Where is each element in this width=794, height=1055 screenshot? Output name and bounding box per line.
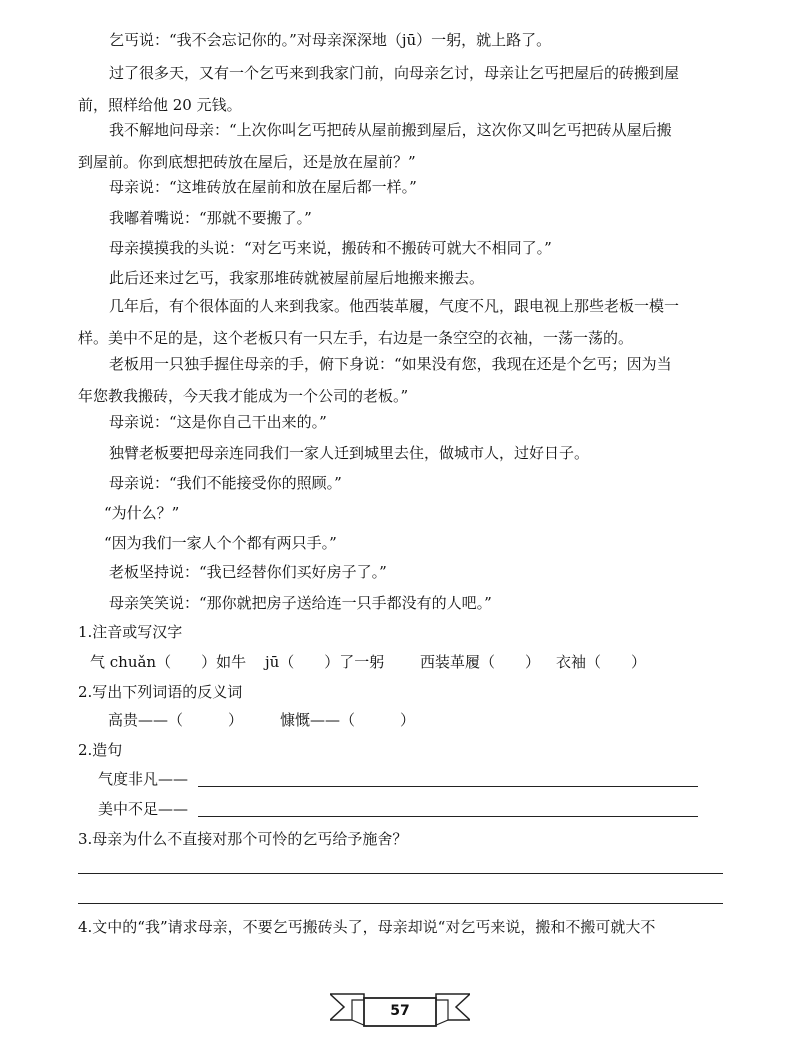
story-paragraph bbox=[78, 114, 723, 178]
pinyin-blank-item[interactable]: 衣袖（ ） bbox=[556, 653, 647, 671]
story-text: 母亲说：“这堆砖放在屋前和放在屋后都一样。” bbox=[109, 178, 417, 196]
story-text: 过了很多天，又有一个乞丐来到我家门前，向母亲乞讨，母亲让乞丐把屋后的砖搬到屋 bbox=[109, 64, 680, 82]
question-title: 4.文中的“我”请求母亲，不要乞丐搬砖头了，母亲却说“对乞丐来说，搬和不搬可就大不 bbox=[78, 918, 656, 936]
story-text: 母亲说：“我们不能接受你的照顾。” bbox=[109, 474, 342, 492]
story-paragraph bbox=[78, 467, 723, 499]
story-text: 此后还来过乞丐，我家那堆砖就被屋前屋后地搬来搬去。 bbox=[109, 269, 485, 287]
answer-line[interactable] bbox=[78, 903, 723, 904]
question-title: 2.写出下列词语的反义词 bbox=[78, 683, 243, 701]
sentence-prompt: 气度非凡—— bbox=[98, 770, 189, 788]
page-number: 57 bbox=[390, 1003, 410, 1019]
story-paragraph bbox=[104, 497, 749, 529]
story-text: 老板坚持说：“我已经替你们买好房子了。” bbox=[109, 563, 387, 581]
story-text: 前，照样给他 20 元钱。 bbox=[78, 96, 242, 114]
story-text: 到屋前。你到底想把砖放在屋后，还是放在屋前？” bbox=[78, 153, 416, 171]
story-text: “因为我们一家人个个都有两只手。” bbox=[104, 534, 337, 552]
story-text: “为什么？” bbox=[104, 504, 180, 522]
story-text: 几年后，有个很体面的人来到我家。他西装革履，气度不凡，跟电视上那些老板一模一 bbox=[109, 297, 680, 315]
story-text: 年您教我搬砖，今天我才能成为一个公司的老板。” bbox=[78, 387, 409, 405]
antonym-blank-item[interactable]: 高贵——（ ） bbox=[108, 711, 244, 729]
story-text: 母亲笑笑说：“那你就把房子送给连一只手都没有的人吧。” bbox=[109, 594, 492, 612]
story-paragraph bbox=[78, 290, 723, 354]
story-paragraph bbox=[78, 406, 723, 438]
story-paragraph bbox=[78, 202, 723, 234]
story-paragraph bbox=[78, 437, 723, 469]
story-text: 我嘟着嘴说：“那就不要搬了。” bbox=[109, 209, 312, 227]
answer-line[interactable] bbox=[198, 816, 698, 817]
story-paragraph bbox=[78, 587, 723, 619]
answer-line[interactable] bbox=[78, 873, 723, 874]
question-title: 1.注音或写汉字 bbox=[78, 623, 183, 641]
story-text: 老板用一只独手握住母亲的手，俯下身说：“如果没有您，我现在还是个乞丐；因为当 bbox=[109, 355, 672, 373]
story-paragraph bbox=[78, 57, 723, 121]
story-text: 独臂老板要把母亲连同我们一家人迁到城里去住，做城市人，过好日子。 bbox=[109, 444, 590, 462]
question-title: 3.母亲为什么不直接对那个可怜的乞丐给予施舍？ bbox=[78, 830, 408, 848]
story-paragraph bbox=[78, 24, 723, 56]
pinyin-blank-item[interactable]: 西装革履（ ） bbox=[420, 653, 541, 671]
answer-line[interactable] bbox=[198, 786, 698, 787]
story-text: 样。美中不足的是，这个老板只有一只左手，右边是一条空空的衣袖，一荡一荡的。 bbox=[78, 329, 634, 347]
antonym-blank-item[interactable]: 慷慨——（ ） bbox=[280, 711, 416, 729]
story-text: 母亲摸摸我的头说：“对乞丐来说，搬砖和不搬砖可就大不相同了。” bbox=[109, 239, 552, 257]
story-paragraph bbox=[104, 527, 749, 559]
pinyin-blank-item[interactable]: jū（ ）了一躬 bbox=[265, 653, 385, 671]
question-title: 2.造句 bbox=[78, 741, 123, 759]
story-paragraph bbox=[78, 348, 723, 412]
story-paragraph bbox=[78, 171, 723, 203]
story-paragraph bbox=[78, 556, 723, 588]
pinyin-blank-item[interactable]: 气 chuǎn（ ）如牛 bbox=[90, 653, 247, 671]
story-text: 乞丐说：“我不会忘记你的。”对母亲深深地（jū）一躬，就上路了。 bbox=[109, 31, 552, 49]
story-text: 母亲说：“这是你自己干出来的。” bbox=[109, 413, 327, 431]
story-text: 我不解地问母亲：“上次你叫乞丐把砖从屋前搬到屋后，这次你又叫乞丐把砖从屋后搬 bbox=[109, 121, 672, 139]
story-paragraph bbox=[78, 232, 723, 264]
sentence-prompt: 美中不足—— bbox=[98, 800, 189, 818]
